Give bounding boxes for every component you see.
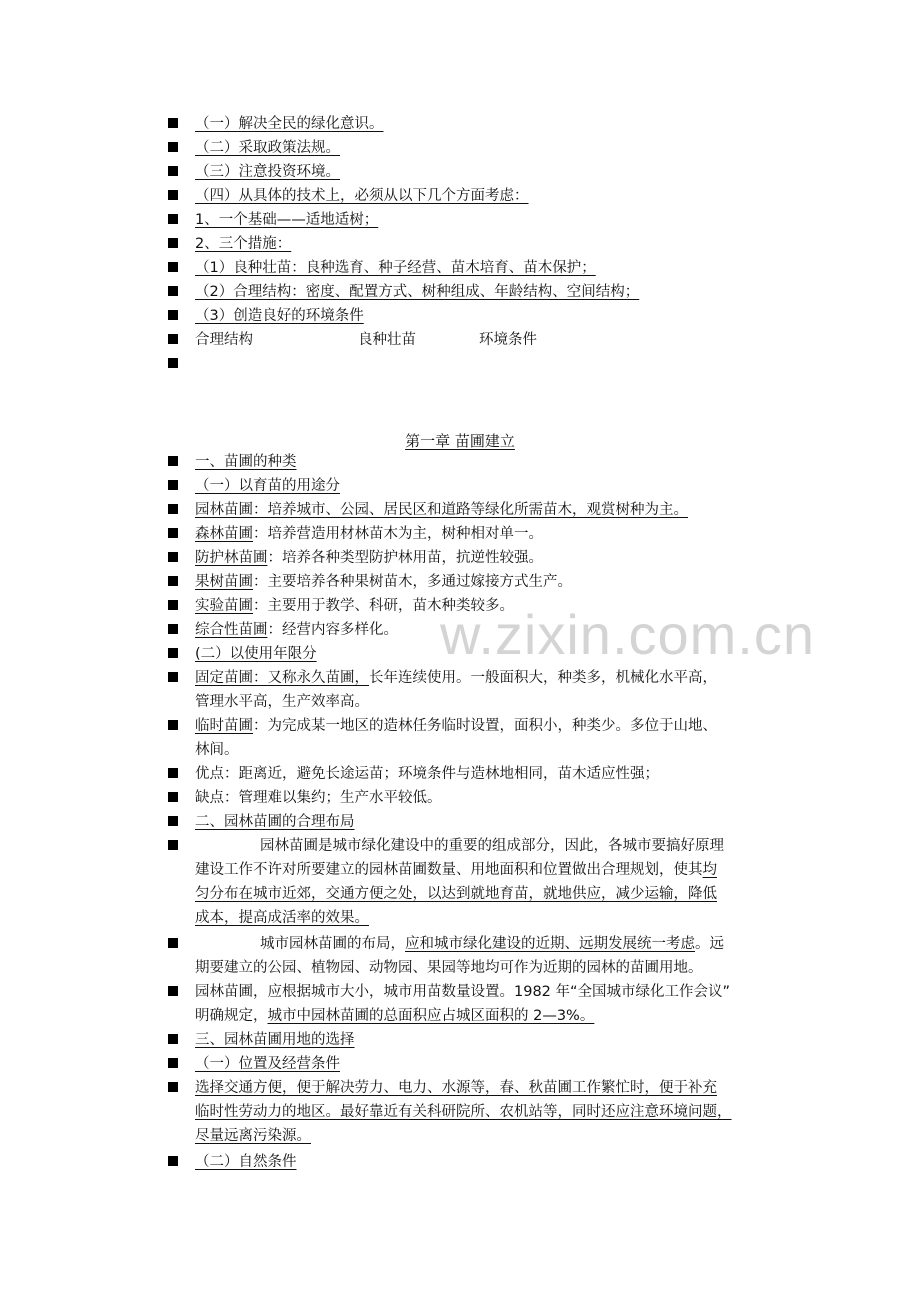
bullet [168, 648, 178, 658]
term-1: 合理结构 [195, 332, 253, 348]
bullet [168, 190, 178, 200]
bullet [168, 576, 178, 586]
list-item: 2、三个措施： [195, 236, 292, 252]
paragraph-line: 成本，提高成活率的效果。 [195, 910, 369, 926]
section-heading: 二、园林苗圃的合理布局 [195, 814, 355, 830]
bullet [168, 720, 178, 730]
bullet [168, 528, 178, 538]
bullet [168, 552, 178, 562]
list-item: （三）注意投资环境。 [195, 164, 340, 180]
bullet [168, 792, 178, 802]
subsection-heading: (二）以使用年限分 [195, 646, 317, 662]
list-item: （2）合理结构：密度、配置方式、树种组成、年龄结构、空间结构； [195, 284, 640, 300]
list-item: （1）良种壮苗：良种选育、种子经营、苗木培育、苗木保护； [195, 260, 596, 276]
bullet [168, 600, 178, 610]
bullet [168, 142, 178, 152]
bullet [168, 262, 178, 272]
list-item: 固定苗圃：又称永久苗圃，长年连续使用。一般面积大，种类多，机械化水平高， [195, 670, 717, 686]
paragraph-line: 建设工作不许对所要建立的园林苗圃数量、用地面积和位置做出合理规划，使其均 [195, 862, 717, 878]
list-item: （二）采取政策法规。 [195, 140, 340, 156]
bullet [168, 938, 178, 948]
bullet [168, 334, 178, 344]
bullet [168, 310, 178, 320]
bullet [168, 1034, 178, 1044]
list-item: 园林苗圃：培养城市、公园、居民区和道路等绿化所需苗木，观赏树种为主。 [195, 502, 688, 518]
term-2: 良种壮苗 [358, 332, 416, 348]
section-heading: 一、苗圃的种类 [195, 454, 297, 470]
paragraph-line: 城市园林苗圃的布局，应和城市绿化建设的近期、远期发展统一考虑。远 [260, 936, 724, 952]
bullet [168, 1082, 178, 1092]
subsection-heading: （一）以育苗的用途分 [195, 478, 340, 494]
bullet [168, 166, 178, 176]
three-terms-line [195, 332, 545, 348]
bullet [168, 1156, 178, 1166]
list-item: 1、一个基础——适地适树； [195, 212, 379, 228]
bullet [168, 238, 178, 248]
bullet [168, 504, 178, 514]
paragraph-line: 选择交通方便，便于解决劳力、电力、水源等，春、秋苗圃工作繁忙时，便于补充 [195, 1080, 717, 1096]
list-item: （一）解决全民的绿化意识。 [195, 116, 384, 132]
list-item: 实验苗圃：主要用于教学、科研，苗木种类较多。 [195, 598, 514, 614]
list-item-continuation: 林间。 [195, 742, 239, 758]
bullet [168, 816, 178, 826]
bullet [168, 480, 178, 490]
list-item: 森林苗圃：培养营造用材林苗木为主，树种相对单一。 [195, 526, 543, 542]
list-item: （3）创造良好的环境条件 [195, 308, 364, 324]
paragraph-line: 匀分布在城市近郊，交通方便之处，以达到就地育苗，就地供应，减少运输，降低 [195, 886, 717, 902]
paragraph-line: 尽量远离污染源。 [195, 1128, 311, 1144]
subsection-heading: （一）位置及经营条件 [195, 1056, 340, 1072]
list-item: 综合性苗圃：经营内容多样化。 [195, 622, 398, 638]
list-item: 缺点：管理难以集约；生产水平较低。 [195, 790, 442, 806]
paragraph-line: 园林苗圃是城市绿化建设中的重要的组成部分，因此，各城市要搞好原理 [260, 838, 724, 854]
chapter-title: 第一章 苗圃建立 [405, 432, 515, 450]
bullet [168, 1058, 178, 1068]
bullet [168, 456, 178, 466]
section-heading: 三、园林苗圃用地的选择 [195, 1032, 355, 1048]
list-item: 临时苗圃：为完成某一地区的造林任务临时设置，面积小，种类少。多位于山地、 [195, 718, 717, 734]
bullet [168, 768, 178, 778]
term-3: 环境条件 [479, 332, 537, 348]
list-item: 优点：距离近，避免长途运苗；环境条件与造林地相同，苗木适应性强； [195, 766, 659, 782]
list-item: 防护林苗圃：培养各种类型防护林用苗，抗逆性较强。 [195, 550, 543, 566]
list-item: （四）从具体的技术上，必须从以下几个方面考虑： [195, 188, 529, 204]
watermark: w.zixin.com.cn [440, 603, 815, 666]
bullet [168, 840, 178, 850]
bullet [168, 986, 178, 996]
paragraph-line: 明确规定，城市中园林苗圃的总面积应占城区面积的 2—3%。 [195, 1008, 595, 1024]
bullet [168, 118, 178, 128]
subsection-heading: （二）自然条件 [195, 1154, 297, 1170]
bullet [168, 358, 178, 368]
paragraph-line: 期要建立的公园、植物园、动物园、果园等地均可作为近期的园林的苗圃用地。 [195, 960, 703, 976]
paragraph-line: 临时性劳动力的地区。最好靠近有关科研院所、农机站等，同时还应注意环境问题， [195, 1104, 732, 1120]
bullet [168, 214, 178, 224]
bullet [168, 286, 178, 296]
bullet [168, 624, 178, 634]
paragraph-line: 园林苗圃，应根据城市大小，城市用苗数量设置。1982 年“全国城市绿化工作会议” [195, 984, 731, 1000]
bullet [168, 672, 178, 682]
list-item: 果树苗圃：主要培养各种果树苗木，多通过嫁接方式生产。 [195, 574, 572, 590]
list-item-continuation: 管理水平高，生产效率高。 [195, 694, 369, 710]
